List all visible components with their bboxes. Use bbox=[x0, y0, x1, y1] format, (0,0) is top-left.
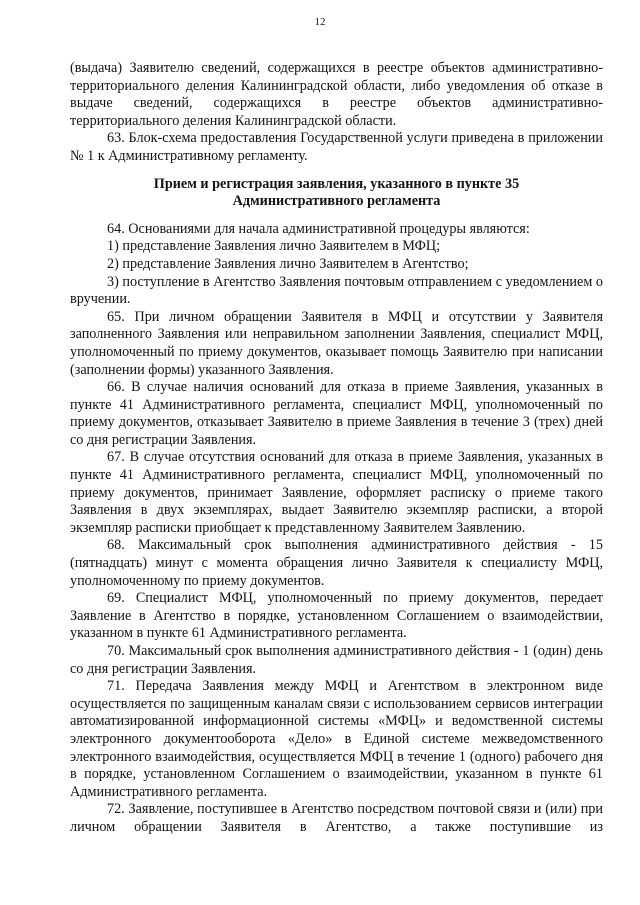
paragraph-72: 72. Заявление, поступившее в Агентство посредством почтовой связи и (или) при личном обращении Заявителя в Агентство, а также поступившие из bbox=[70, 801, 603, 835]
paragraph-64-item-3: 3) поступление в Агентство Заявления почтовым отправлением с уведомлением о вручении. bbox=[70, 273, 603, 308]
section-heading: Прием и регистрация заявления, указанного в пункте 35 Административного регламента bbox=[153, 175, 520, 210]
paragraph-69: 69. Специалист МФЦ, уполномоченный по приему документов, передает Заявление в Агентство в порядке, установленном Соглашением о взаимодействии, указанном в пункте 61 Административного регламента. bbox=[70, 590, 603, 642]
paragraph-71: 71. Передача Заявления между МФЦ и Агентством в электронном виде осуществляется по защищенным каналам связи с использованием сервисов интеграции автоматизированной информационной системы «МФЦ» и ведомственной системы электронного документооборота «Дело» в Единой системе межведомственного электронного взаимодействия, осуществляется МФЦ в течение 1 (одного) рабочего дня в порядке, установленном Соглашением о взаимодействии, указанном в пункте 61 Административного регламента. bbox=[70, 678, 603, 800]
paragraph-68: 68. Максимальный срок выполнения административного действия - 15 (пятнадцать) минут с момента обращения лично Заявителя к специалисту МФЦ, уполномоченному по приему документов. bbox=[70, 537, 603, 589]
paragraph-66: 66. В случае наличия оснований для отказа в приеме Заявления, указанных в пункте 41 Административного регламента, специалист МФЦ, уполномоченный по приему документов, отказывает Заявителю в приеме Заявления в течение 3 (трех) дней со дня регистрации Заявления. bbox=[70, 379, 603, 448]
paragraph-63: 63. Блок-схема предоставления Государственной услуги приведена в приложении № 1 к Административному регламенту. bbox=[70, 130, 603, 164]
paragraph-64-item-1: 1) представление Заявления лично Заявителем в МФЦ; bbox=[107, 238, 441, 255]
paragraph-67: 67. В случае отсутствия оснований для отказа в приеме Заявления, указанных в пункте 41 Административного регламента, специалист МФЦ, уполномоченный по приему документов, принимает Заявление, оформляет расписку о приеме такого Заявления в двух экземплярах, выдает Заявителю экземпляр расписки, а второй экземпляр расписки приобщает к представленному Заявителем Заявлению. bbox=[70, 449, 603, 536]
paragraph-64: 64. Основаниями для начала административной процедуры являются: bbox=[107, 220, 530, 237]
lead-paragraph: (выдача) Заявителю сведений, содержащихся в реестре объектов административно-территориального деления Калининградской области, либо уведомления об отказе в выдаче сведений, содержащихся в реестре объектов административно-территориального деления Калининградской области. bbox=[70, 60, 603, 129]
document-body bbox=[70, 60, 603, 837]
paragraph-64-item-2: 2) представление Заявления лично Заявителем в Агентство; bbox=[107, 255, 469, 272]
paragraph-65: 65. При личном обращении Заявителя в МФЦ и отсутствии у Заявителя заполненного Заявления или неправильном заполнении Заявления, специалист МФЦ, уполномоченный по приему документов, оказывает помощь Заявителю при написании (заполнении формы) указанного Заявления. bbox=[70, 308, 603, 378]
paragraph-70: 70. Максимальный срок выполнения административного действия - 1 (один) день со дня регистрации Заявления. bbox=[70, 643, 603, 677]
page-number: 12 bbox=[314, 16, 326, 28]
